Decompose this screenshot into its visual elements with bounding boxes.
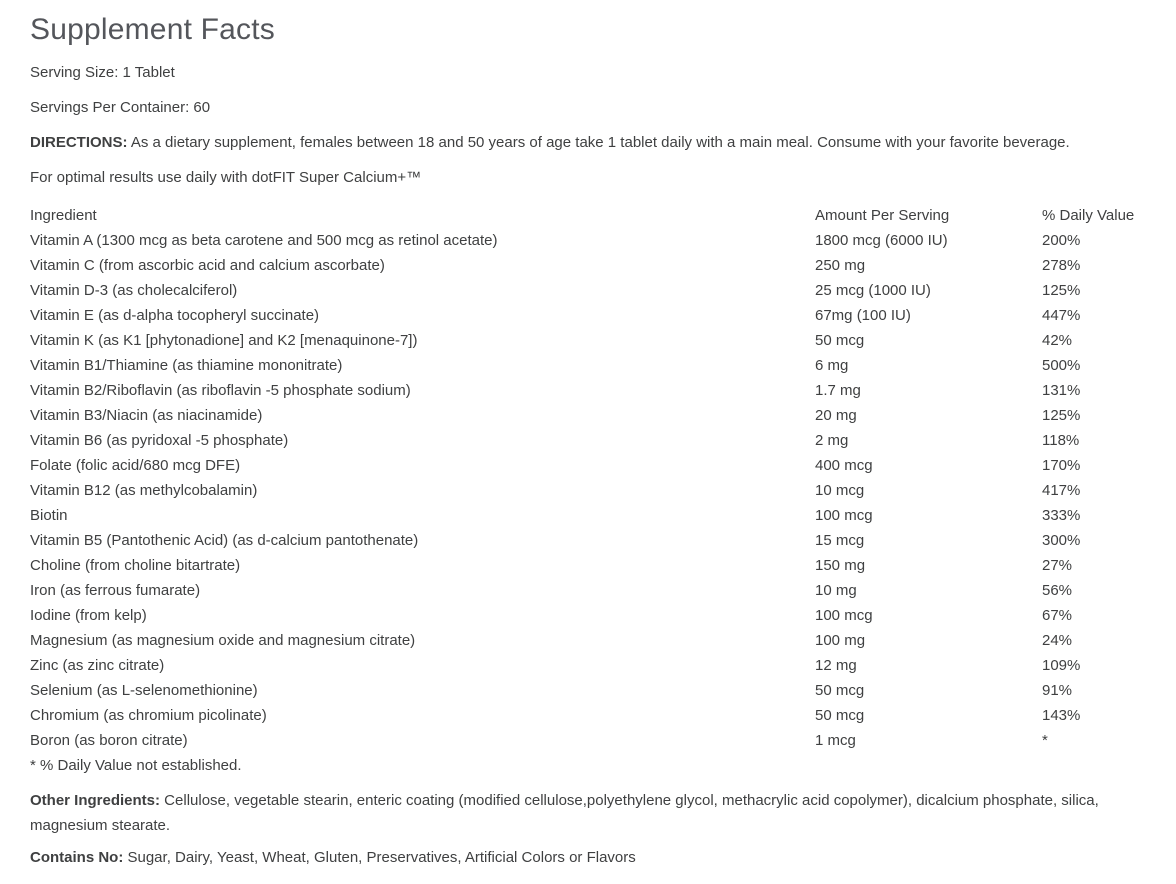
cell-ingredient: Vitamin K (as K1 [phytonadione] and K2 [menaquinone-7]) — [30, 332, 418, 349]
cell-ingredient: Vitamin B5 (Pantothenic Acid) (as d-calcium pantothenate) — [30, 532, 419, 549]
cell-ingredient: Choline (from choline bitartrate) — [30, 557, 241, 574]
cell-ingredient: Vitamin C (from ascorbic acid and calcium ascorbate) — [30, 257, 385, 274]
table-row — [30, 328, 1146, 353]
table-row — [30, 503, 1146, 528]
cell-amount: 1 mcg — [815, 732, 856, 749]
table-row — [30, 478, 1146, 503]
table-header-row — [30, 203, 1146, 228]
cell-daily-value: 24% — [1042, 632, 1073, 649]
cell-daily-value: 417% — [1042, 482, 1081, 499]
table-row — [30, 378, 1146, 403]
cell-daily-value: 300% — [1042, 532, 1081, 549]
cell-daily-value: 200% — [1042, 232, 1081, 249]
cell-daily-value: 67% — [1042, 607, 1073, 624]
table-row — [30, 628, 1146, 653]
cell-ingredient: Biotin — [30, 507, 68, 524]
table-row — [30, 728, 1146, 753]
cell-daily-value: 278% — [1042, 257, 1081, 274]
cell-ingredient: Vitamin B6 (as pyridoxal -5 phosphate) — [30, 432, 289, 449]
cell-amount: 100 mcg — [815, 607, 873, 624]
table-row — [30, 278, 1146, 303]
table-row — [30, 403, 1146, 428]
table-row — [30, 653, 1146, 678]
cell-ingredient: Vitamin B1/Thiamine (as thiamine mononitrate) — [30, 357, 343, 374]
cell-amount: 6 mg — [815, 357, 849, 374]
contains-no-label: Contains No: — [30, 849, 124, 866]
cell-ingredient: Vitamin B3/Niacin (as niacinamide) — [30, 407, 263, 424]
header-ingredient: Ingredient — [30, 207, 97, 224]
cell-ingredient: Boron (as boron citrate) — [30, 732, 188, 749]
cell-daily-value: * — [1042, 732, 1048, 749]
contains-no-line — [30, 848, 1146, 868]
cell-daily-value: 170% — [1042, 457, 1081, 474]
table-row — [30, 603, 1146, 628]
cell-daily-value: 56% — [1042, 582, 1073, 599]
cell-amount: 10 mcg — [815, 482, 865, 499]
cell-amount: 1.7 mg — [815, 382, 861, 399]
cell-ingredient: Iron (as ferrous fumarate) — [30, 582, 201, 599]
cell-amount: 50 mcg — [815, 332, 865, 349]
cell-amount: 67mg (100 IU) — [815, 307, 911, 324]
cell-amount: 12 mg — [815, 657, 857, 674]
directions-line — [30, 133, 1146, 153]
servings-per-container-line: Servings Per Container: 60 — [30, 99, 211, 116]
cell-daily-value: 143% — [1042, 707, 1081, 724]
table-row — [30, 578, 1146, 603]
cell-amount: 25 mcg (1000 IU) — [815, 282, 931, 299]
table-row — [30, 528, 1146, 553]
serving-size-line: Serving Size: 1 Tablet — [30, 64, 175, 81]
cell-amount: 150 mg — [815, 557, 866, 574]
cell-ingredient: Magnesium (as magnesium oxide and magnesium citrate) — [30, 632, 416, 649]
page-title: Supplement Facts — [30, 13, 275, 46]
cell-amount: 1800 mcg (6000 IU) — [815, 232, 948, 249]
cell-ingredient: Vitamin D-3 (as cholecalciferol) — [30, 282, 238, 299]
table-row — [30, 703, 1146, 728]
optimal-use-line: For optimal results use daily with dotFIT Super Calcium+™ — [30, 169, 422, 186]
other-ingredients-label: Other Ingredients: — [30, 792, 161, 809]
cell-ingredient: Vitamin B2/Riboflavin (as riboflavin -5 phosphate sodium) — [30, 382, 411, 399]
other-ingredients-paragraph — [30, 788, 1146, 838]
directions-label: DIRECTIONS: — [30, 134, 128, 151]
table-row — [30, 553, 1146, 578]
cell-ingredient: Vitamin B12 (as methylcobalamin) — [30, 482, 258, 499]
cell-ingredient: Folate (folic acid/680 mcg DFE) — [30, 457, 241, 474]
table-row — [30, 428, 1146, 453]
header-daily-value: % Daily Value — [1042, 207, 1135, 224]
cell-amount: 250 mg — [815, 257, 866, 274]
cell-daily-value: 447% — [1042, 307, 1081, 324]
cell-daily-value: 125% — [1042, 282, 1081, 299]
cell-ingredient: Iodine (from kelp) — [30, 607, 147, 624]
cell-amount: 400 mcg — [815, 457, 873, 474]
cell-daily-value: 333% — [1042, 507, 1081, 524]
cell-amount: 50 mcg — [815, 707, 865, 724]
cell-amount: 20 mg — [815, 407, 857, 424]
other-ingredients-text: Cellulose, vegetable stearin, enteric coating (modified cellulose,polyethylene glycol, methacrylic acid copolymer), dicalcium phosphate, silica, magnesium stearate. — [30, 792, 1099, 834]
table-row — [30, 353, 1146, 378]
cell-amount: 50 mcg — [815, 682, 865, 699]
cell-amount: 100 mcg — [815, 507, 873, 524]
table-row — [30, 303, 1146, 328]
table-row — [30, 678, 1146, 703]
cell-daily-value: 42% — [1042, 332, 1073, 349]
cell-daily-value: 91% — [1042, 682, 1073, 699]
cell-amount: 2 mg — [815, 432, 849, 449]
cell-ingredient: Chromium (as chromium picolinate) — [30, 707, 267, 724]
ingredients-table — [30, 203, 1146, 778]
cell-daily-value: 125% — [1042, 407, 1081, 424]
table-row — [30, 228, 1146, 253]
cell-amount: 10 mg — [815, 582, 857, 599]
cell-ingredient: Vitamin A (1300 mcg as beta carotene and 500 mcg as retinol acetate) — [30, 232, 498, 249]
cell-ingredient: Zinc (as zinc citrate) — [30, 657, 165, 674]
cell-daily-value: 109% — [1042, 657, 1081, 674]
cell-amount: 100 mg — [815, 632, 866, 649]
cell-daily-value: 500% — [1042, 357, 1081, 374]
table-row — [30, 453, 1146, 478]
cell-amount: 15 mcg — [815, 532, 865, 549]
cell-ingredient: Vitamin E (as d-alpha tocopheryl succinate) — [30, 307, 320, 324]
cell-daily-value: 118% — [1042, 432, 1080, 449]
daily-value-footnote: * % Daily Value not established. — [30, 757, 242, 774]
contains-no-text: Sugar, Dairy, Yeast, Wheat, Gluten, Preservatives, Artificial Colors or Flavors — [123, 849, 636, 866]
table-row — [30, 253, 1146, 278]
cell-ingredient: Selenium (as L-selenomethionine) — [30, 682, 258, 699]
cell-daily-value: 131% — [1042, 382, 1081, 399]
directions-text: As a dietary supplement, females between 18 and 50 years of age take 1 tablet daily with a main meal. Consume with your favorite beverage. — [127, 134, 1070, 151]
cell-daily-value: 27% — [1042, 557, 1073, 574]
table-body — [30, 228, 1146, 753]
header-amount-per-serving: Amount Per Serving — [815, 207, 950, 224]
